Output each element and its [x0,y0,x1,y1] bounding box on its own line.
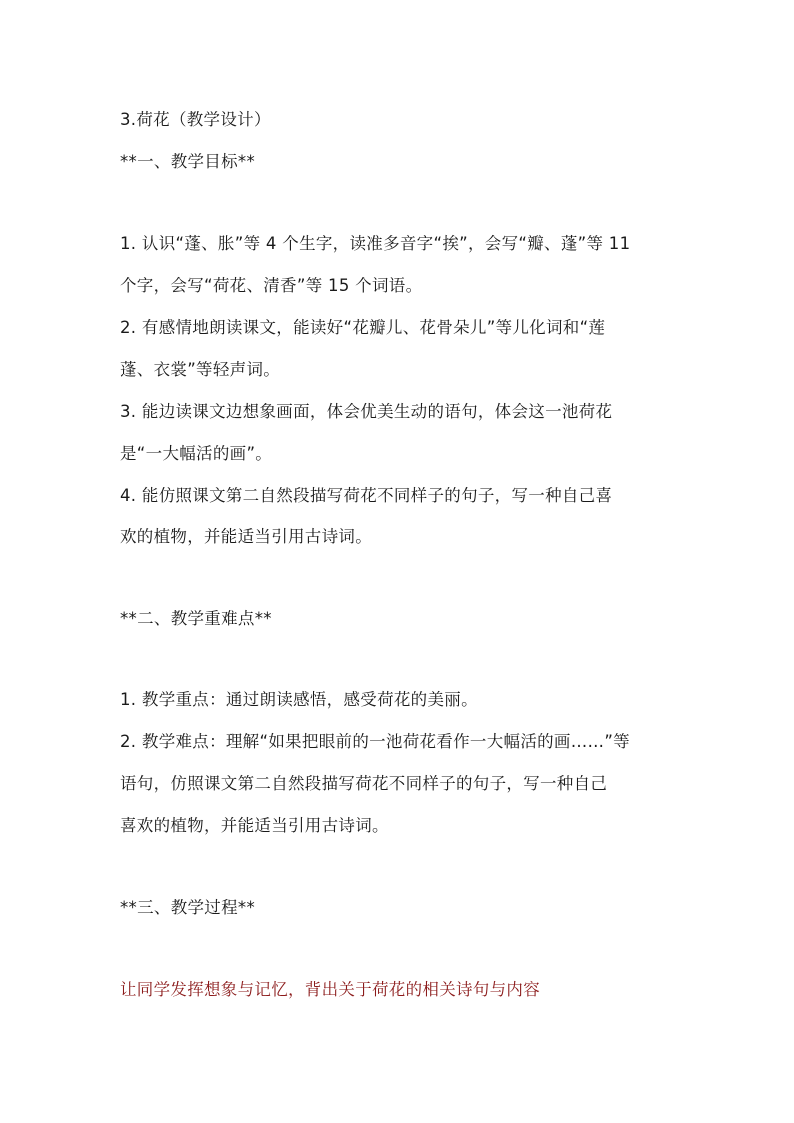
document-title: 3.荷花（教学设计） [120,110,271,129]
section-heading-process: **三、教学过程** [120,898,255,917]
key-point-line: 喜欢的植物，并能适当引用古诗词。 [120,816,389,835]
section-heading-key-points: **二、教学重难点** [120,609,272,628]
goal-line: 个字，会写“荷花、清香”等 15 个词语。 [120,276,423,295]
goal-line: 3. 能边读课文边想象画面，体会优美生动的语句，体会这一池荷花 [120,402,613,421]
goal-line: 是“一大幅活的画”。 [120,444,273,463]
goal-line: 1. 认识“蓬、胀”等 4 个生字，读准多音字“挨”，会写“瓣、蓬”等 11 [120,234,631,253]
key-point-line: 2. 教学难点：理解“如果把眼前的一池荷花看作一大幅活的画……”等 [120,732,630,751]
key-point-line: 语句，仿照课文第二自然段描写荷花不同样子的句子，写一种自己 [120,774,608,793]
goal-line: 欢的植物，并能适当引用古诗词。 [120,527,372,546]
key-point-line: 1. 教学重点：通过朗读感悟，感受荷花的美丽。 [120,690,478,709]
goal-line: 4. 能仿照课文第二自然段描写荷花不同样子的句子，写一种自己喜 [120,486,613,505]
process-prompt: 让同学发挥想象与记忆，背出关于荷花的相关诗句与内容 [120,980,540,999]
section-heading-goals: **一、教学目标** [120,152,255,171]
goal-line: 蓬、衣裳”等轻声词。 [120,360,281,379]
goal-line: 2. 有感情地朗读课文，能读好“花瓣儿、花骨朵儿”等儿化词和“莲 [120,318,606,337]
